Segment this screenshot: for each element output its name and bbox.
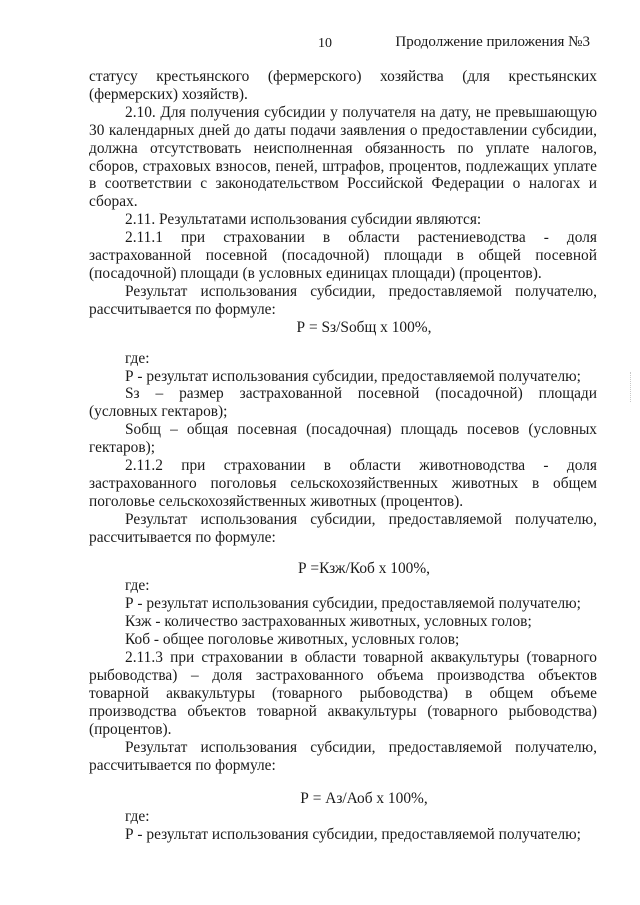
paragraph-2-11-1: 2.11.1 при страховании в области растениеводства - доля застрахованной посевной (посадочной) площади в общей посевной (посадочной) площади (в условных единицах площади) (процентов). (89, 229, 597, 282)
definition-item: Коб - общее поголовье животных, условных голов; (125, 631, 460, 649)
paragraph-2-11: 2.11. Результатами использования субсидии являются: (125, 211, 482, 229)
formula-intro: Результат использования субсидии, предоставляемой получателю, рассчитывается по формуле: (89, 282, 597, 318)
paragraph-continuation: статусу крестьянского (фермерского) хозяйства (для крестьянских (фермерских) хозяйств). (89, 68, 597, 103)
document-body (89, 68, 597, 844)
paragraph-2-10: 2.10. Для получения субсидии у получателя на дату, не превышающую 30 календарных дней до даты подачи заявления о предоставлении субсидии, должна отсутствовать неисполненная обязанность по уплате налогов, сборов, страховых взносов, пеней, штрафов, процентов, подлежащих уплате в соответствии с законодательством Российской Федерации о налогах и сборах. (89, 103, 597, 211)
page-number: 10 (318, 36, 332, 51)
formula-aquaculture: Р = Аз/Аоб х 100%, (300, 790, 428, 808)
definition-item: Р - результат использования субсидии, предоставляемой получателю; (125, 826, 581, 844)
definition-item: Sз – размер застрахованной посевной (посадочной) площади (условных гектаров); (89, 385, 597, 421)
where-label: где: (125, 577, 150, 595)
definition-item: Sобщ – общая посевная (посадочная) площадь посевов (условных гектаров); (89, 421, 597, 457)
formula-livestock: Р =Кзж/Коб х 100%, (297, 559, 431, 577)
definition-item: Кзж - количество застрахованных животных, условных голов; (125, 613, 532, 631)
definition-item: Р - результат использования субсидии, предоставляемой получателю; (125, 595, 581, 613)
formula-intro: Результат использования субсидии, предоставляемой получателю, рассчитывается по формуле: (89, 738, 597, 774)
paragraph-2-11-3: 2.11.3 при страховании в области товарной аквакультуры (товарного рыбоводства) – доля застрахованного объема производства объектов товарной аквакультуры (товарного рыбоводства) в общем объеме производства объектов товарной аквакультуры (товарного рыбоводства) (процентов). (89, 649, 597, 738)
where-label: где: (125, 349, 150, 367)
formula-intro: Результат использования субсидии, предоставляемой получателю, рассчитывается по формуле: (89, 510, 597, 546)
appendix-caption: Продолжение приложения №3 (395, 34, 590, 50)
paragraph-2-11-2: 2.11.2 при страховании в области животноводства - доля застрахованного поголовья сельскохозяйственных животных в общем поголовье сельскохозяйственных животных (процентов). (89, 457, 597, 510)
where-label: где: (125, 808, 150, 826)
definition-item: Р - результат использования субсидии, предоставляемой получателю; (125, 367, 581, 385)
scan-edge-mark (630, 372, 633, 402)
formula-crop: Р = Sз/Sобщ х 100%, (296, 318, 432, 336)
